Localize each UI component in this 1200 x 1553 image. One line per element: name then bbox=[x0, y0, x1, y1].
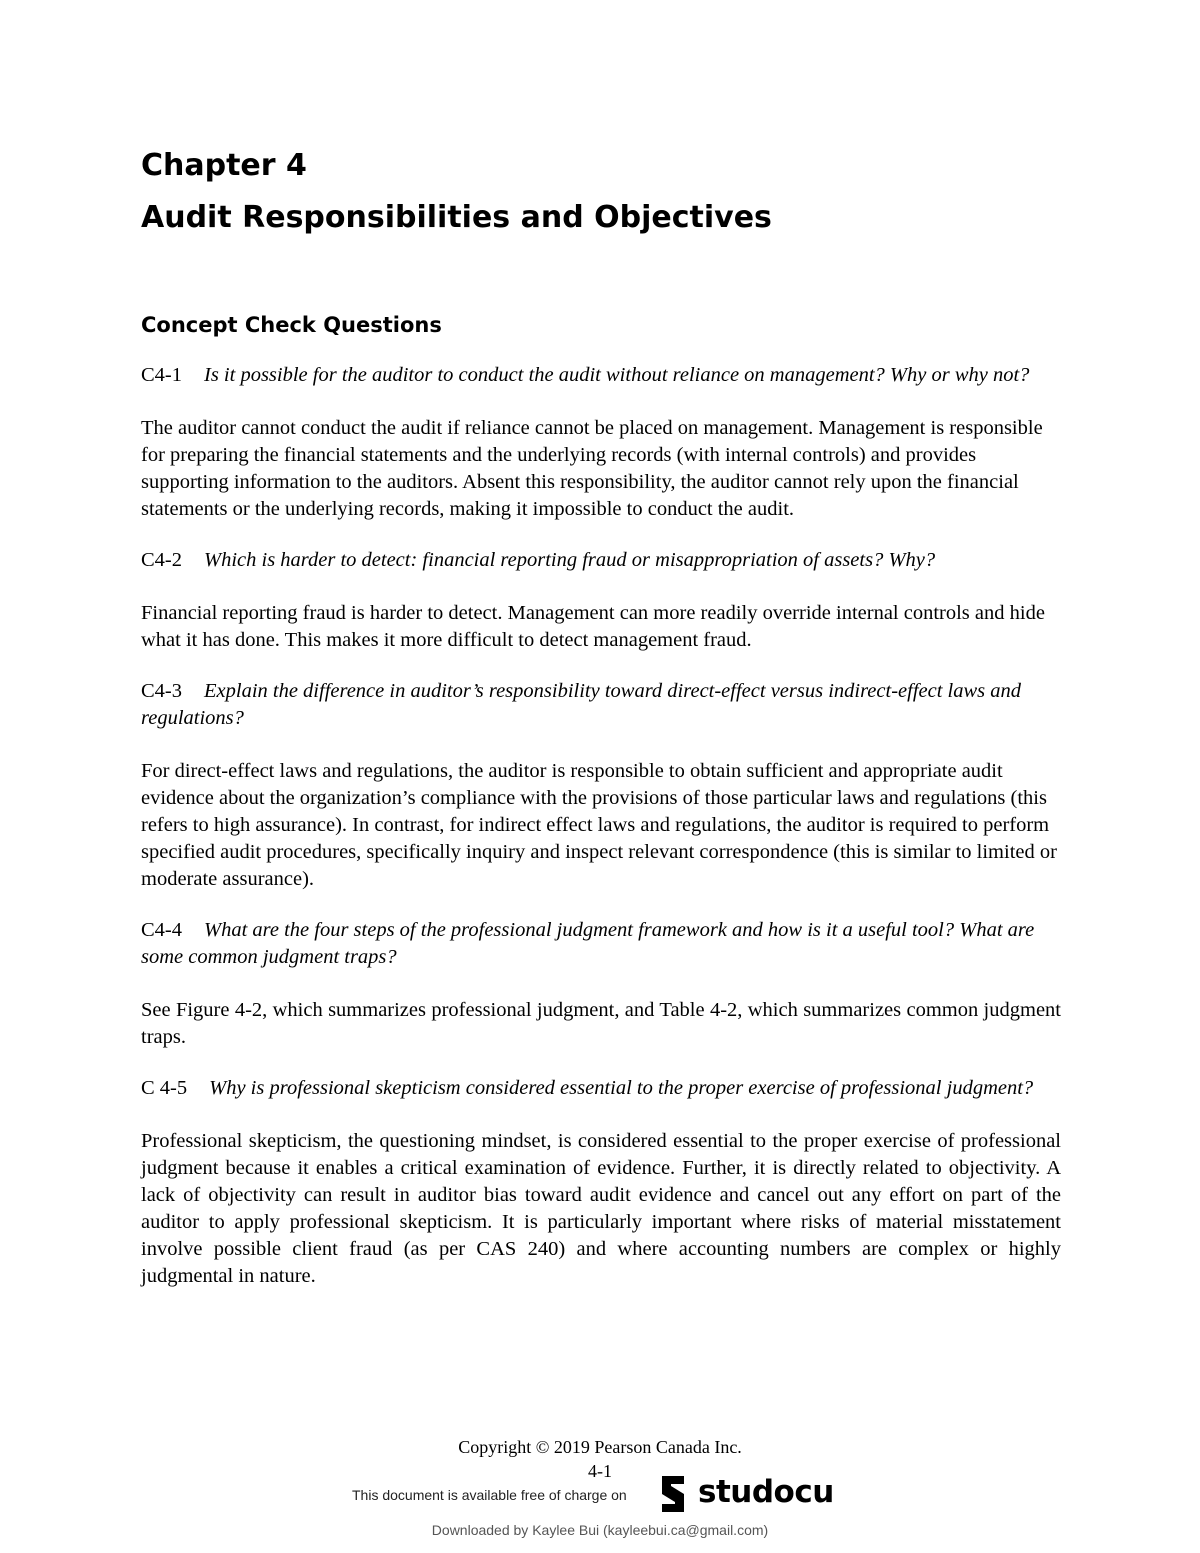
page-number: 4-1 bbox=[588, 1461, 612, 1481]
studocu-logo-icon bbox=[658, 1472, 688, 1516]
question-number: C4-4 bbox=[141, 919, 182, 941]
downloaded-by: Downloaded by Kaylee Bui (kayleebui.ca@gmail.com) bbox=[431, 1522, 769, 1538]
chapter-number: Chapter 4 bbox=[141, 148, 307, 183]
answer-c4-5: Professional skepticism, the questioning mindset, is considered essential to the proper exercise of professional judgment because it enables a critical examination of evidence. Further, it is directly related to objectivity. A lack of objectivity can result in auditor bias toward audit evidence and cancel out any effort on part of the auditor to apply professional skepticism. It is particularly important where risks of material misstatement involve possible client fraud (as per CAS 240) and where accounting numbers are complex or highly judgmental in nature. bbox=[141, 1130, 1061, 1287]
studocu-note: This document is available free of charge on bbox=[352, 1487, 627, 1503]
question-c4-3 bbox=[141, 678, 1061, 732]
question-c4-1 bbox=[141, 362, 1061, 389]
question-c4-2 bbox=[141, 547, 1061, 574]
document-page bbox=[141, 140, 1061, 1290]
question-number: C4-2 bbox=[141, 549, 182, 571]
section-title: Concept Check Questions bbox=[141, 313, 442, 337]
answer-c4-3: For direct-effect laws and regulations, the auditor is responsible to obtain sufficient and appropriate audit evidence about the organization’s compliance with the provisions of those particular laws and regulations (this refers to high assurance). In contrast, for indirect effect laws and regulations, the auditor is required to perform specified audit procedures, specifically inquiry and inspect relevant correspondence (this is similar to limited or moderate assurance). bbox=[141, 760, 1057, 890]
answer-c4-4: See Figure 4-2, which summarizes professional judgment, and Table 4-2, which summarizes common judgment traps. bbox=[141, 999, 1061, 1048]
question-text: Why is professional skepticism considered essential to the proper exercise of professional judgment? bbox=[209, 1077, 1034, 1099]
question-text: Is it possible for the auditor to conduct the audit without reliance on management? Why or why not? bbox=[204, 364, 1030, 386]
question-text: Which is harder to detect: financial reporting fraud or misappropriation of assets? Why? bbox=[204, 549, 936, 571]
studocu-brand: studocu bbox=[698, 1474, 834, 1510]
answer-c4-1: The auditor cannot conduct the audit if reliance cannot be placed on management. Management is responsible for preparing the financial statements and the underlying records (with internal controls) and provides supporting information to the auditors. Absent this responsibility, the auditor cannot rely upon the financial statements or the underlying records, making it impossible to conduct the audit. bbox=[141, 417, 1043, 520]
question-text: Explain the difference in auditor’s responsibility toward direct-effect versus indirect-effect laws and regulations? bbox=[141, 680, 1022, 729]
question-number: C4-1 bbox=[141, 364, 182, 386]
question-c4-4 bbox=[141, 917, 1061, 971]
studocu-banner bbox=[352, 1472, 872, 1520]
copyright-notice: Copyright © 2019 Pearson Canada Inc. bbox=[458, 1437, 742, 1457]
question-number: C 4-5 bbox=[141, 1077, 188, 1099]
question-text: What are the four steps of the professional judgment framework and how is it a useful tool? What are some common judgment traps? bbox=[141, 919, 1035, 968]
question-number: C4-3 bbox=[141, 680, 182, 702]
question-c4-5 bbox=[141, 1075, 1061, 1102]
chapter-title: Audit Responsibilities and Objectives bbox=[141, 200, 772, 235]
answer-c4-2: Financial reporting fraud is harder to detect. Management can more readily override internal controls and hide what it has done. This makes it more difficult to detect management fraud. bbox=[141, 602, 1045, 651]
